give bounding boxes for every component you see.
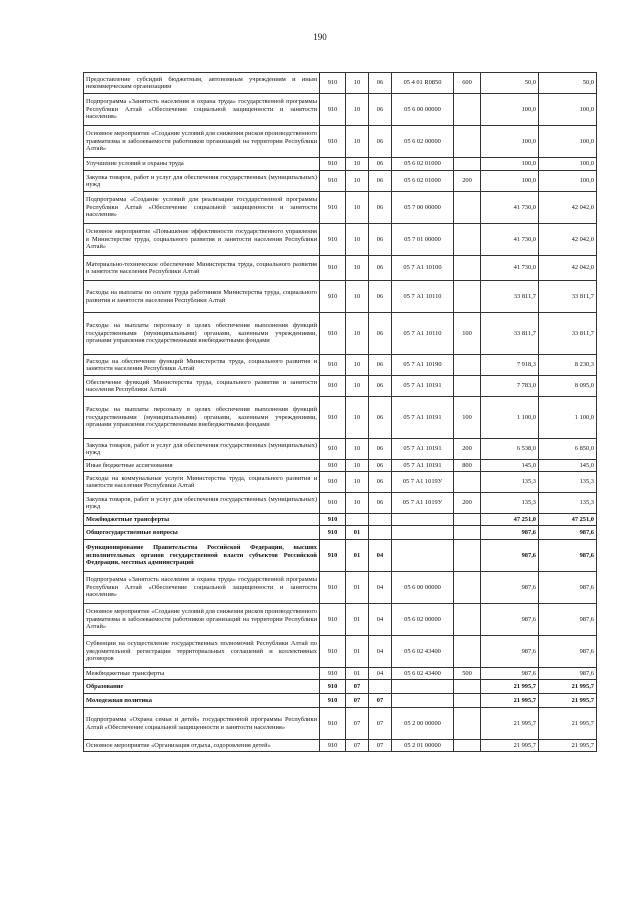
ministry-code-cell: 910 xyxy=(320,171,346,192)
target-item-code-cell: 05 2 01 00000 xyxy=(392,740,454,752)
amount-first-year-cell: 135,3 xyxy=(481,493,539,514)
target-item-code-cell: 05 2 00 00000 xyxy=(392,708,454,740)
section-code-cell: 10 xyxy=(346,313,369,355)
row-name-cell: Межбюджетные трансферты xyxy=(84,514,320,526)
row-name-cell: Образование xyxy=(84,680,320,694)
expense-type-code-cell xyxy=(454,708,481,740)
subsection-code-cell: 06 xyxy=(369,313,392,355)
row-name-cell: Подпрограмма «Занятость населения и охрана труда» государственной программы Республики Алтай «Обеспечение социальной защищенности и занятости населения» xyxy=(84,572,320,604)
subsection-code-cell xyxy=(369,526,392,540)
table-body xyxy=(84,73,597,752)
ministry-code-cell: 910 xyxy=(320,514,346,526)
amount-second-year-cell: 50,0 xyxy=(539,73,597,94)
amount-first-year-cell: 135,3 xyxy=(481,472,539,493)
target-item-code-cell xyxy=(392,526,454,540)
subsection-code-cell: 04 xyxy=(369,636,392,668)
subsection-code-cell: 06 xyxy=(369,171,392,192)
amount-second-year-cell: 987,6 xyxy=(539,668,597,680)
target-item-code-cell: 05 7 А1 10110 xyxy=(392,313,454,355)
table-row xyxy=(84,514,597,526)
row-name-cell: Межбюджетные трансферты xyxy=(84,668,320,680)
row-name-cell: Улучшение условий и охраны труда xyxy=(84,158,320,171)
expense-type-code-cell xyxy=(454,636,481,668)
target-item-code-cell: 05 6 02 00000 xyxy=(392,126,454,158)
row-name-cell: Общегосударственные вопросы xyxy=(84,526,320,540)
table-row xyxy=(84,192,597,224)
ministry-code-cell: 910 xyxy=(320,158,346,171)
section-code-cell: 10 xyxy=(346,439,369,460)
expense-type-code-cell xyxy=(454,192,481,224)
subsection-code-cell: 06 xyxy=(369,281,392,313)
row-name-cell: Расходы на выплаты по оплате труда работников Министерства труда, социального развития и занятости населения Республики Алтай xyxy=(84,281,320,313)
section-code-cell xyxy=(346,514,369,526)
section-code-cell: 10 xyxy=(346,376,369,397)
section-code-cell: 10 xyxy=(346,192,369,224)
section-code-cell: 07 xyxy=(346,740,369,752)
amount-first-year-cell: 987,6 xyxy=(481,604,539,636)
expense-type-code-cell xyxy=(454,158,481,171)
expense-type-code-cell xyxy=(454,514,481,526)
subsection-code-cell: 06 xyxy=(369,256,392,281)
amount-second-year-cell: 100,0 xyxy=(539,158,597,171)
subsection-code-cell: 06 xyxy=(369,73,392,94)
expense-type-code-cell: 800 xyxy=(454,460,481,472)
table-row xyxy=(84,439,597,460)
ministry-code-cell: 910 xyxy=(320,224,346,256)
expense-type-code-cell xyxy=(454,572,481,604)
subsection-code-cell: 06 xyxy=(369,397,392,439)
ministry-code-cell: 910 xyxy=(320,376,346,397)
expense-type-code-cell xyxy=(454,540,481,572)
amount-second-year-cell: 135,3 xyxy=(539,472,597,493)
amount-first-year-cell: 100,0 xyxy=(481,171,539,192)
amount-second-year-cell: 21 995,7 xyxy=(539,680,597,694)
table-row xyxy=(84,740,597,752)
row-name-cell: Субвенции на осуществление государственных полномочий Республики Алтай по уведомительной регистрации территориальных соглашений и коллективных договоров xyxy=(84,636,320,668)
subsection-code-cell: 06 xyxy=(369,376,392,397)
expense-type-code-cell xyxy=(454,281,481,313)
ministry-code-cell: 910 xyxy=(320,572,346,604)
table-row xyxy=(84,224,597,256)
ministry-code-cell: 910 xyxy=(320,708,346,740)
section-code-cell: 01 xyxy=(346,572,369,604)
amount-first-year-cell: 987,6 xyxy=(481,636,539,668)
expense-type-code-cell xyxy=(454,694,481,708)
table-row xyxy=(84,313,597,355)
subsection-code-cell: 07 xyxy=(369,740,392,752)
section-code-cell: 10 xyxy=(346,256,369,281)
amount-second-year-cell: 21 995,7 xyxy=(539,694,597,708)
subsection-code-cell: 04 xyxy=(369,668,392,680)
section-code-cell: 10 xyxy=(346,493,369,514)
amount-first-year-cell: 987,6 xyxy=(481,540,539,572)
section-code-cell: 01 xyxy=(346,636,369,668)
amount-second-year-cell: 145,0 xyxy=(539,460,597,472)
target-item-code-cell: 05 7 А1 1019У xyxy=(392,493,454,514)
table-row xyxy=(84,355,597,376)
expense-type-code-cell: 200 xyxy=(454,439,481,460)
section-code-cell: 10 xyxy=(346,355,369,376)
target-item-code-cell: 05 6 02 43400 xyxy=(392,636,454,668)
amount-first-year-cell: 21 995,7 xyxy=(481,740,539,752)
ministry-code-cell: 910 xyxy=(320,526,346,540)
target-item-code-cell: 05 7 А1 10191 xyxy=(392,460,454,472)
row-name-cell: Материально-техническое обеспечение Министерства труда, социального развития и занятости населения Республики Алтай xyxy=(84,256,320,281)
expense-type-code-cell: 500 xyxy=(454,668,481,680)
amount-second-year-cell: 987,6 xyxy=(539,604,597,636)
ministry-code-cell: 910 xyxy=(320,355,346,376)
section-code-cell: 10 xyxy=(346,281,369,313)
subsection-code-cell: 04 xyxy=(369,572,392,604)
section-code-cell: 10 xyxy=(346,73,369,94)
subsection-code-cell: 06 xyxy=(369,126,392,158)
amount-second-year-cell: 8 095,0 xyxy=(539,376,597,397)
ministry-code-cell: 910 xyxy=(320,256,346,281)
section-code-cell: 01 xyxy=(346,526,369,540)
subsection-code-cell: 06 xyxy=(369,472,392,493)
table-row xyxy=(84,694,597,708)
row-name-cell: Молодежная политика xyxy=(84,694,320,708)
amount-first-year-cell: 21 995,7 xyxy=(481,680,539,694)
target-item-code-cell: 05 6 00 00000 xyxy=(392,94,454,126)
row-name-cell: Предоставление субсидий бюджетным, автономным учреждениям и иным некоммерческим организациям xyxy=(84,73,320,94)
table-row xyxy=(84,708,597,740)
ministry-code-cell: 910 xyxy=(320,668,346,680)
amount-second-year-cell: 33 811,7 xyxy=(539,281,597,313)
section-code-cell: 01 xyxy=(346,604,369,636)
subsection-code-cell: 04 xyxy=(369,604,392,636)
row-name-cell: Основное мероприятие «Создание условий для снижения рисков производственного травматизма и заболеваемости работников организаций на территории Республики Алтай» xyxy=(84,126,320,158)
section-code-cell: 07 xyxy=(346,680,369,694)
row-name-cell: Закупка товаров, работ и услуг для обеспечения государственных (муниципальных) нужд xyxy=(84,171,320,192)
target-item-code-cell: 05 6 02 00000 xyxy=(392,604,454,636)
row-name-cell: Иные бюджетные ассигнования xyxy=(84,460,320,472)
table-row xyxy=(84,668,597,680)
target-item-code-cell xyxy=(392,694,454,708)
subsection-code-cell: 06 xyxy=(369,493,392,514)
target-item-code-cell: 05 7 А1 10110 xyxy=(392,281,454,313)
amount-first-year-cell: 100,0 xyxy=(481,94,539,126)
ministry-code-cell: 910 xyxy=(320,281,346,313)
amount-second-year-cell: 987,6 xyxy=(539,526,597,540)
target-item-code-cell: 05 6 00 00000 xyxy=(392,572,454,604)
subsection-code-cell: 04 xyxy=(369,540,392,572)
expense-type-code-cell: 100 xyxy=(454,313,481,355)
amount-first-year-cell: 33 811,7 xyxy=(481,281,539,313)
amount-first-year-cell: 7 783,0 xyxy=(481,376,539,397)
target-item-code-cell: 05 7 А1 10191 xyxy=(392,439,454,460)
amount-second-year-cell: 6 850,0 xyxy=(539,439,597,460)
target-item-code-cell: 05 7 А1 10191 xyxy=(392,397,454,439)
ministry-code-cell: 910 xyxy=(320,636,346,668)
ministry-code-cell: 910 xyxy=(320,604,346,636)
section-code-cell: 10 xyxy=(346,224,369,256)
expense-type-code-cell xyxy=(454,604,481,636)
amount-second-year-cell: 42 042,0 xyxy=(539,192,597,224)
amount-first-year-cell: 41 730,0 xyxy=(481,256,539,281)
budget-table xyxy=(83,72,597,752)
subsection-code-cell: 07 xyxy=(369,694,392,708)
table-row xyxy=(84,94,597,126)
row-name-cell: Расходы на выплаты персоналу в целях обеспечения выполнения функций государственными (муниципальными) органами, казенными учреждениями, органами управления государственными внебюджетными фондами xyxy=(84,397,320,439)
section-code-cell: 10 xyxy=(346,94,369,126)
amount-second-year-cell: 47 251,0 xyxy=(539,514,597,526)
ministry-code-cell: 910 xyxy=(320,694,346,708)
table-row xyxy=(84,171,597,192)
target-item-code-cell: 05 7 А1 1019У xyxy=(392,472,454,493)
expense-type-code-cell xyxy=(454,740,481,752)
amount-first-year-cell: 100,0 xyxy=(481,158,539,171)
table-row xyxy=(84,540,597,572)
amount-second-year-cell: 987,6 xyxy=(539,572,597,604)
subsection-code-cell xyxy=(369,514,392,526)
expense-type-code-cell xyxy=(454,126,481,158)
ministry-code-cell: 910 xyxy=(320,73,346,94)
ministry-code-cell: 910 xyxy=(320,472,346,493)
expense-type-code-cell: 200 xyxy=(454,493,481,514)
row-name-cell: Закупка товаров, работ и услуг для обеспечения государственных (муниципальных) нужд xyxy=(84,439,320,460)
section-code-cell: 10 xyxy=(346,158,369,171)
row-name-cell: Основное мероприятие «Повышение эффективности государственного управления в Министерстве труда, социального развития и занятости населения Республики Алтай» xyxy=(84,224,320,256)
row-name-cell: Расходы на коммунальные услуги Министерства труда, социального развития и занятости населения Республики Алтай xyxy=(84,472,320,493)
amount-second-year-cell: 100,0 xyxy=(539,171,597,192)
target-item-code-cell: 05 7 А1 10100 xyxy=(392,256,454,281)
row-name-cell: Подпрограмма «Занятость населения и охрана труда» государственной программы Республики Алтай «Обеспечение социальной защищенности и занятости населения» xyxy=(84,94,320,126)
target-item-code-cell xyxy=(392,514,454,526)
ministry-code-cell: 910 xyxy=(320,740,346,752)
row-name-cell: Расходы на обеспечение функций Министерства труда, социального развития и занятости населения Республики Алтай xyxy=(84,355,320,376)
subsection-code-cell: 06 xyxy=(369,158,392,171)
table-row xyxy=(84,604,597,636)
row-name-cell: Основное мероприятие «Организация отдыха, оздоровления детей» xyxy=(84,740,320,752)
ministry-code-cell: 910 xyxy=(320,460,346,472)
subsection-code-cell: 06 xyxy=(369,94,392,126)
table-row xyxy=(84,636,597,668)
amount-first-year-cell: 987,6 xyxy=(481,526,539,540)
amount-first-year-cell: 41 730,0 xyxy=(481,192,539,224)
ministry-code-cell: 910 xyxy=(320,680,346,694)
ministry-code-cell: 910 xyxy=(320,126,346,158)
row-name-cell: Расходы на выплаты персоналу в целях обеспечения выполнения функций государственными (муниципальными) органами, казенными учреждениями, органами управления государственными внебюджетными фондами xyxy=(84,313,320,355)
amount-second-year-cell: 33 811,7 xyxy=(539,313,597,355)
ministry-code-cell: 910 xyxy=(320,94,346,126)
amount-first-year-cell: 33 811,7 xyxy=(481,313,539,355)
ministry-code-cell: 910 xyxy=(320,192,346,224)
table-row xyxy=(84,281,597,313)
amount-second-year-cell: 21 995,7 xyxy=(539,740,597,752)
section-code-cell: 10 xyxy=(346,460,369,472)
amount-second-year-cell: 987,6 xyxy=(539,636,597,668)
expense-type-code-cell: 100 xyxy=(454,397,481,439)
expense-type-code-cell xyxy=(454,376,481,397)
row-name-cell: Основное мероприятие «Создание условий для снижения рисков производственного травматизма и заболеваемости работников организаций на территории Республики Алтай» xyxy=(84,604,320,636)
expense-type-code-cell xyxy=(454,94,481,126)
section-code-cell: 01 xyxy=(346,540,369,572)
subsection-code-cell: 06 xyxy=(369,224,392,256)
table-row xyxy=(84,158,597,171)
expense-type-code-cell xyxy=(454,680,481,694)
target-item-code-cell: 05 7 А1 10190 xyxy=(392,355,454,376)
table-row xyxy=(84,572,597,604)
amount-first-year-cell: 6 538,0 xyxy=(481,439,539,460)
target-item-code-cell xyxy=(392,540,454,572)
target-item-code-cell: 05 6 02 01000 xyxy=(392,158,454,171)
amount-second-year-cell: 987,6 xyxy=(539,540,597,572)
table-row xyxy=(84,526,597,540)
amount-first-year-cell: 41 730,0 xyxy=(481,224,539,256)
subsection-code-cell xyxy=(369,680,392,694)
section-code-cell: 01 xyxy=(346,668,369,680)
table-row xyxy=(84,680,597,694)
amount-second-year-cell: 42 042,0 xyxy=(539,256,597,281)
amount-first-year-cell: 145,0 xyxy=(481,460,539,472)
amount-second-year-cell: 1 100,0 xyxy=(539,397,597,439)
target-item-code-cell: 05 7 01 00000 xyxy=(392,224,454,256)
expense-type-code-cell: 600 xyxy=(454,73,481,94)
row-name-cell: Закупка товаров, работ и услуг для обеспечения государственных (муниципальных) нужд xyxy=(84,493,320,514)
table-row xyxy=(84,73,597,94)
amount-second-year-cell: 100,0 xyxy=(539,94,597,126)
table-row xyxy=(84,256,597,281)
table-row xyxy=(84,472,597,493)
expense-type-code-cell xyxy=(454,355,481,376)
amount-first-year-cell: 1 100,0 xyxy=(481,397,539,439)
ministry-code-cell: 910 xyxy=(320,493,346,514)
table-row xyxy=(84,460,597,472)
expense-type-code-cell: 200 xyxy=(454,171,481,192)
row-name-cell: Обеспечение функций Министерства труда, социального развития и занятости населения Республики Алтай xyxy=(84,376,320,397)
amount-first-year-cell: 987,6 xyxy=(481,572,539,604)
amount-first-year-cell: 987,6 xyxy=(481,668,539,680)
page-number: 190 xyxy=(313,32,327,42)
row-name-cell: Подпрограмма «Создание условий для реализации государственной программы Республики Алтай «Обеспечение социальной защищенности и занятости населения» xyxy=(84,192,320,224)
row-name-cell: Подпрограмма «Охрана семьи и детей» государственной программы Республики Алтай «Обеспечение социальной защищенности и занятости населения» xyxy=(84,708,320,740)
subsection-code-cell: 06 xyxy=(369,192,392,224)
expense-type-code-cell xyxy=(454,526,481,540)
expense-type-code-cell xyxy=(454,256,481,281)
section-code-cell: 10 xyxy=(346,472,369,493)
row-name-cell: Функционирование Правительства Российской Федерации, высших исполнительных органов государственной власти субъектов Российской Федерации, местных администраций xyxy=(84,540,320,572)
section-code-cell: 10 xyxy=(346,397,369,439)
table-row xyxy=(84,126,597,158)
section-code-cell: 10 xyxy=(346,171,369,192)
ministry-code-cell: 910 xyxy=(320,313,346,355)
expense-type-code-cell xyxy=(454,224,481,256)
subsection-code-cell: 06 xyxy=(369,355,392,376)
ministry-code-cell: 910 xyxy=(320,439,346,460)
section-code-cell: 07 xyxy=(346,694,369,708)
target-item-code-cell: 05 6 02 43400 xyxy=(392,668,454,680)
amount-second-year-cell: 135,3 xyxy=(539,493,597,514)
subsection-code-cell: 06 xyxy=(369,439,392,460)
amount-second-year-cell: 100,0 xyxy=(539,126,597,158)
subsection-code-cell: 06 xyxy=(369,460,392,472)
amount-second-year-cell: 21 995,7 xyxy=(539,708,597,740)
amount-first-year-cell: 21 995,7 xyxy=(481,694,539,708)
target-item-code-cell: 05 7 А1 10191 xyxy=(392,376,454,397)
target-item-code-cell: 05 7 00 00000 xyxy=(392,192,454,224)
table-row xyxy=(84,376,597,397)
amount-first-year-cell: 7 918,3 xyxy=(481,355,539,376)
target-item-code-cell: 05 4 01 R0850 xyxy=(392,73,454,94)
table-row xyxy=(84,397,597,439)
amount-second-year-cell: 8 230,3 xyxy=(539,355,597,376)
amount-first-year-cell: 21 995,7 xyxy=(481,708,539,740)
section-code-cell: 07 xyxy=(346,708,369,740)
ministry-code-cell: 910 xyxy=(320,540,346,572)
target-item-code-cell xyxy=(392,680,454,694)
subsection-code-cell: 07 xyxy=(369,708,392,740)
table-row xyxy=(84,493,597,514)
section-code-cell: 10 xyxy=(346,126,369,158)
amount-first-year-cell: 47 251,0 xyxy=(481,514,539,526)
target-item-code-cell: 05 6 02 01000 xyxy=(392,171,454,192)
amount-first-year-cell: 50,0 xyxy=(481,73,539,94)
amount-second-year-cell: 42 042,0 xyxy=(539,224,597,256)
ministry-code-cell: 910 xyxy=(320,397,346,439)
expense-type-code-cell xyxy=(454,472,481,493)
amount-first-year-cell: 100,0 xyxy=(481,126,539,158)
